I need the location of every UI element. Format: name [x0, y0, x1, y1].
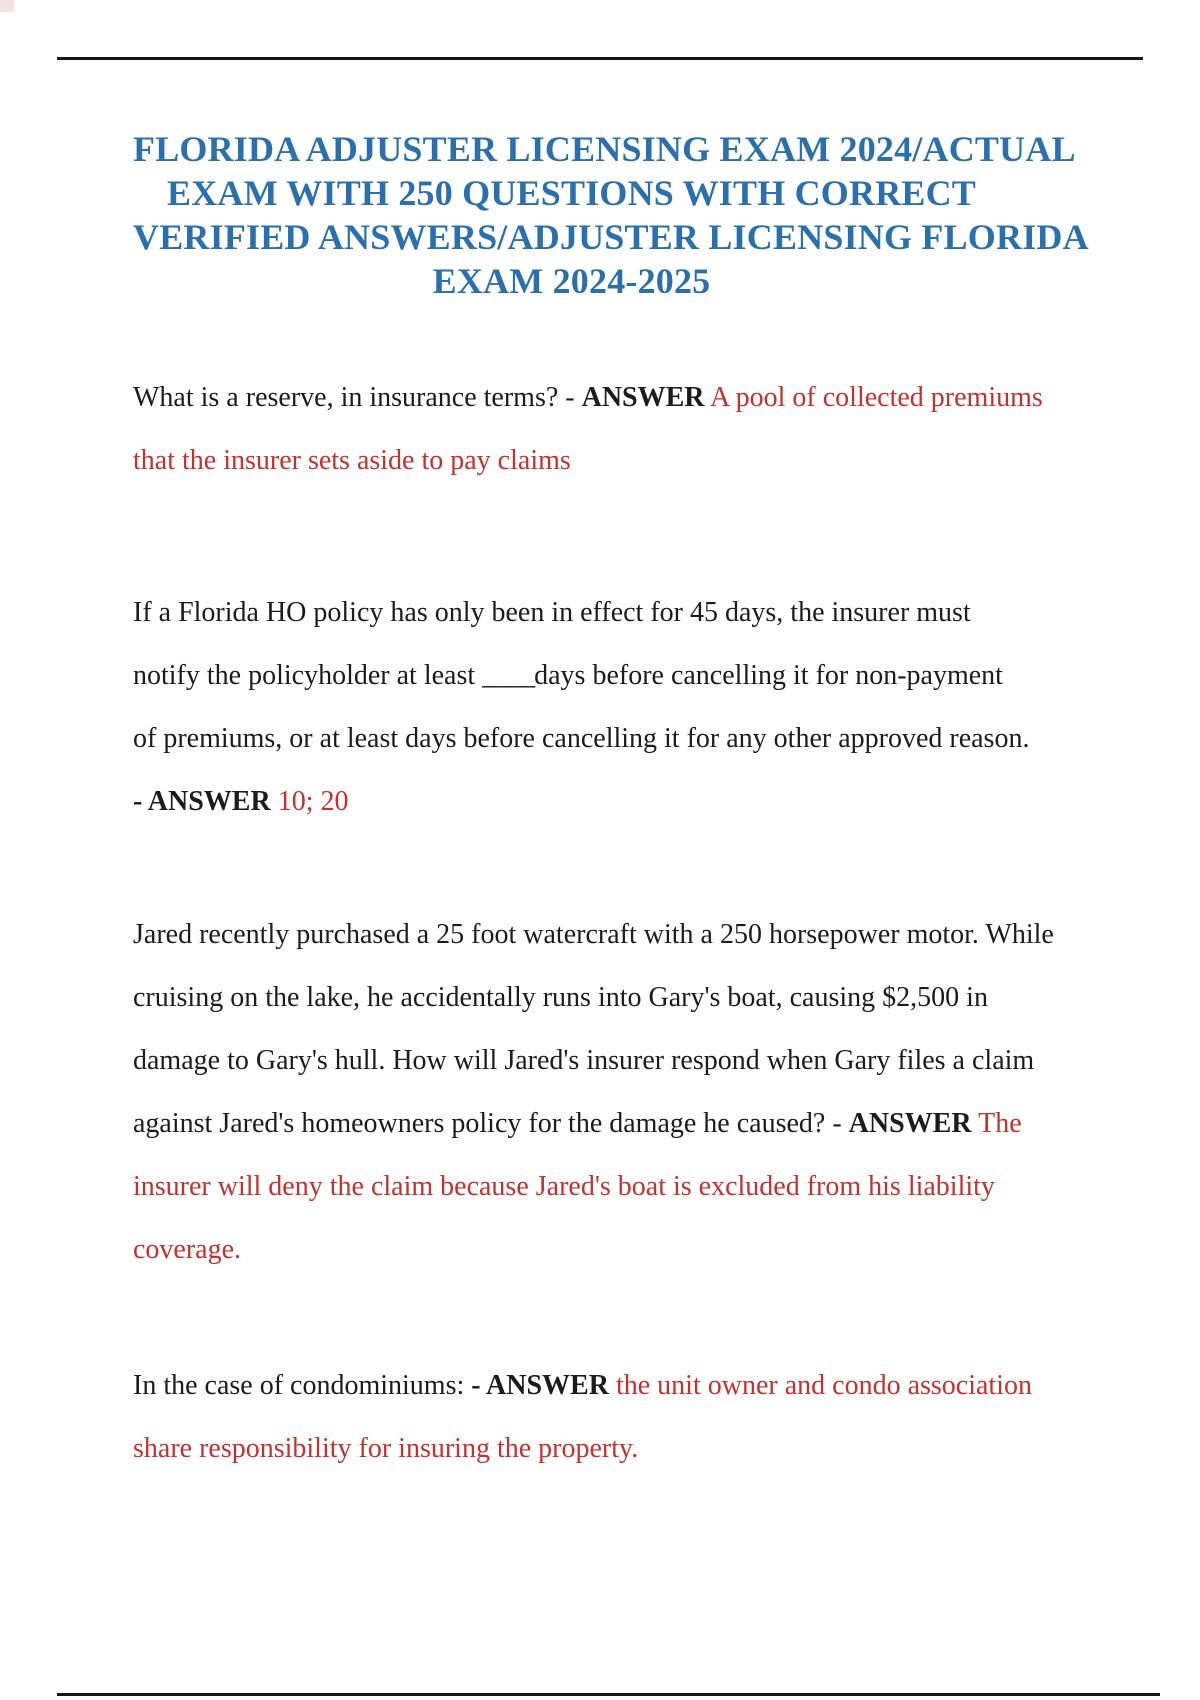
- text-segment: share responsibility for insuring the property.: [133, 1433, 639, 1464]
- text-segment: Jared recently purchased a 25 foot watercraft with a 250 horsepower motor. While: [133, 919, 1054, 950]
- text-segment: the unit owner and condo association: [608, 1370, 1032, 1401]
- qa-paragraph: [133, 903, 1054, 1281]
- text-segment: notify the policyholder at least: [133, 660, 483, 691]
- text-segment: coverage.: [133, 1234, 242, 1265]
- qa-line: [133, 1417, 1010, 1480]
- text-segment: What is a reserve, in insurance terms? -: [133, 382, 582, 413]
- qa-line: [133, 581, 1010, 644]
- qa-line: [133, 1354, 1032, 1417]
- text-segment: In the case of condominiums:: [133, 1370, 472, 1401]
- qa-line: [133, 707, 1030, 770]
- text-segment: against Jared's homeowners policy for the damage he caused? -: [133, 1108, 849, 1139]
- content-column: [133, 0, 1089, 1700]
- qa-line: [133, 770, 1010, 833]
- qa-line: [133, 1218, 1010, 1281]
- text-segment: If a Florida HO policy has only been in effect for 45 days, the insurer must: [133, 597, 971, 628]
- title-line: FLORIDA ADJUSTER LICENSING EXAM 2024/ACTUAL: [133, 129, 1076, 169]
- text-segment: cruising on the lake, he accidentally runs into Gary's boat, causing $2,500 in: [133, 982, 988, 1013]
- qa-paragraph: [133, 1354, 1032, 1480]
- text-segment: damage to Gary's hull. How will Jared's insurer respond when Gary files a claim: [133, 1045, 1035, 1076]
- qa-line: [133, 644, 1010, 707]
- text-segment: days before cancelling it for non-payment: [534, 660, 1003, 691]
- bottom-rule: [57, 1693, 1160, 1696]
- title-line: VERIFIED ANSWERS/ADJUSTER LICENSING FLORIDA: [133, 217, 1089, 257]
- qa-line: [133, 1029, 1035, 1092]
- text-segment: - ANSWER: [133, 786, 271, 817]
- text-segment: A pool of collected premiums: [704, 382, 1043, 413]
- page-corner-artifact: [0, 0, 14, 12]
- qa-line: [133, 1092, 1022, 1155]
- text-segment: - ANSWER: [471, 1370, 609, 1401]
- fill-in-blank: ____: [482, 660, 535, 691]
- qa-line: [133, 903, 1054, 966]
- text-segment: that the insurer sets aside to pay claims: [133, 445, 571, 476]
- text-segment: ANSWER: [581, 382, 705, 413]
- text-segment: insurer will deny the claim because Jared's boat is excluded from his liability: [133, 1171, 995, 1202]
- qa-paragraph: [133, 366, 1043, 492]
- title-line: EXAM 2024-2025: [432, 261, 711, 301]
- document-title: [133, 127, 1089, 303]
- qa-line: [133, 429, 1010, 492]
- qa-line: [133, 366, 1043, 429]
- qa-line: [133, 1155, 1010, 1218]
- qa-paragraph: [133, 581, 1030, 833]
- text-segment: 10; 20: [270, 786, 349, 817]
- qa-line: [133, 966, 1010, 1029]
- title-line: EXAM WITH 250 QUESTIONS WITH CORRECT: [166, 173, 977, 213]
- text-segment: ANSWER: [848, 1108, 972, 1139]
- text-segment: of premiums, or at least days before cancelling it for any other approved reason.: [133, 723, 1030, 754]
- text-segment: The: [971, 1108, 1022, 1139]
